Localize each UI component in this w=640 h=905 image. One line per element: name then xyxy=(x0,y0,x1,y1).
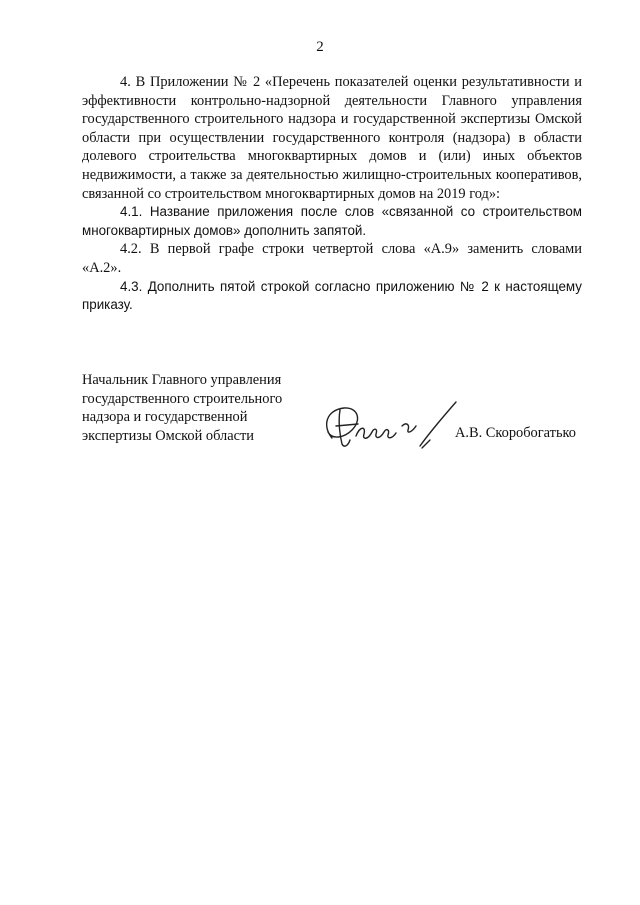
paragraph-4-1: 4.1. Название приложения после слов «связанной со строительством многоквартирных домов» дополнить запятой. xyxy=(82,204,582,238)
signatory-title-line: надзора и государственной xyxy=(82,409,248,426)
document-body xyxy=(82,73,582,315)
signatory-title-line: государственного строительного xyxy=(82,390,283,407)
paragraph-4-3: 4.3. Дополнить пятой строкой согласно приложению № 2 к настоящему приказу. xyxy=(82,278,582,313)
signer-name: А.В. Скоробогатько xyxy=(455,425,576,441)
signatory-title-line: экспертизы Омской области xyxy=(82,427,254,444)
handwritten-signature xyxy=(318,396,478,476)
signatory-title xyxy=(82,371,302,445)
page-number: 2 xyxy=(316,39,324,55)
paragraph-4-2: 4.2. В первой графе строки четвертой слова «А.9» заменить словами «А.2». xyxy=(82,241,582,276)
paragraph-4: 4. В Приложении № 2 «Перечень показателей оценки результативности и эффективности контрольно-надзорной деятельности Главного управления государственного строительного надзора и государственной экспертизы Омской области при осуществлении государственного контроля (надзора) в области долевого строительства многоквартирных домов и (или) иных объектов недвижимости, а также за деятельностью жилищно-строительных кооперативов, связанной со строительством многоквартирных домов на 2019 год»: xyxy=(82,74,582,202)
signatory-title-line: Начальник Главного управления xyxy=(82,372,282,388)
